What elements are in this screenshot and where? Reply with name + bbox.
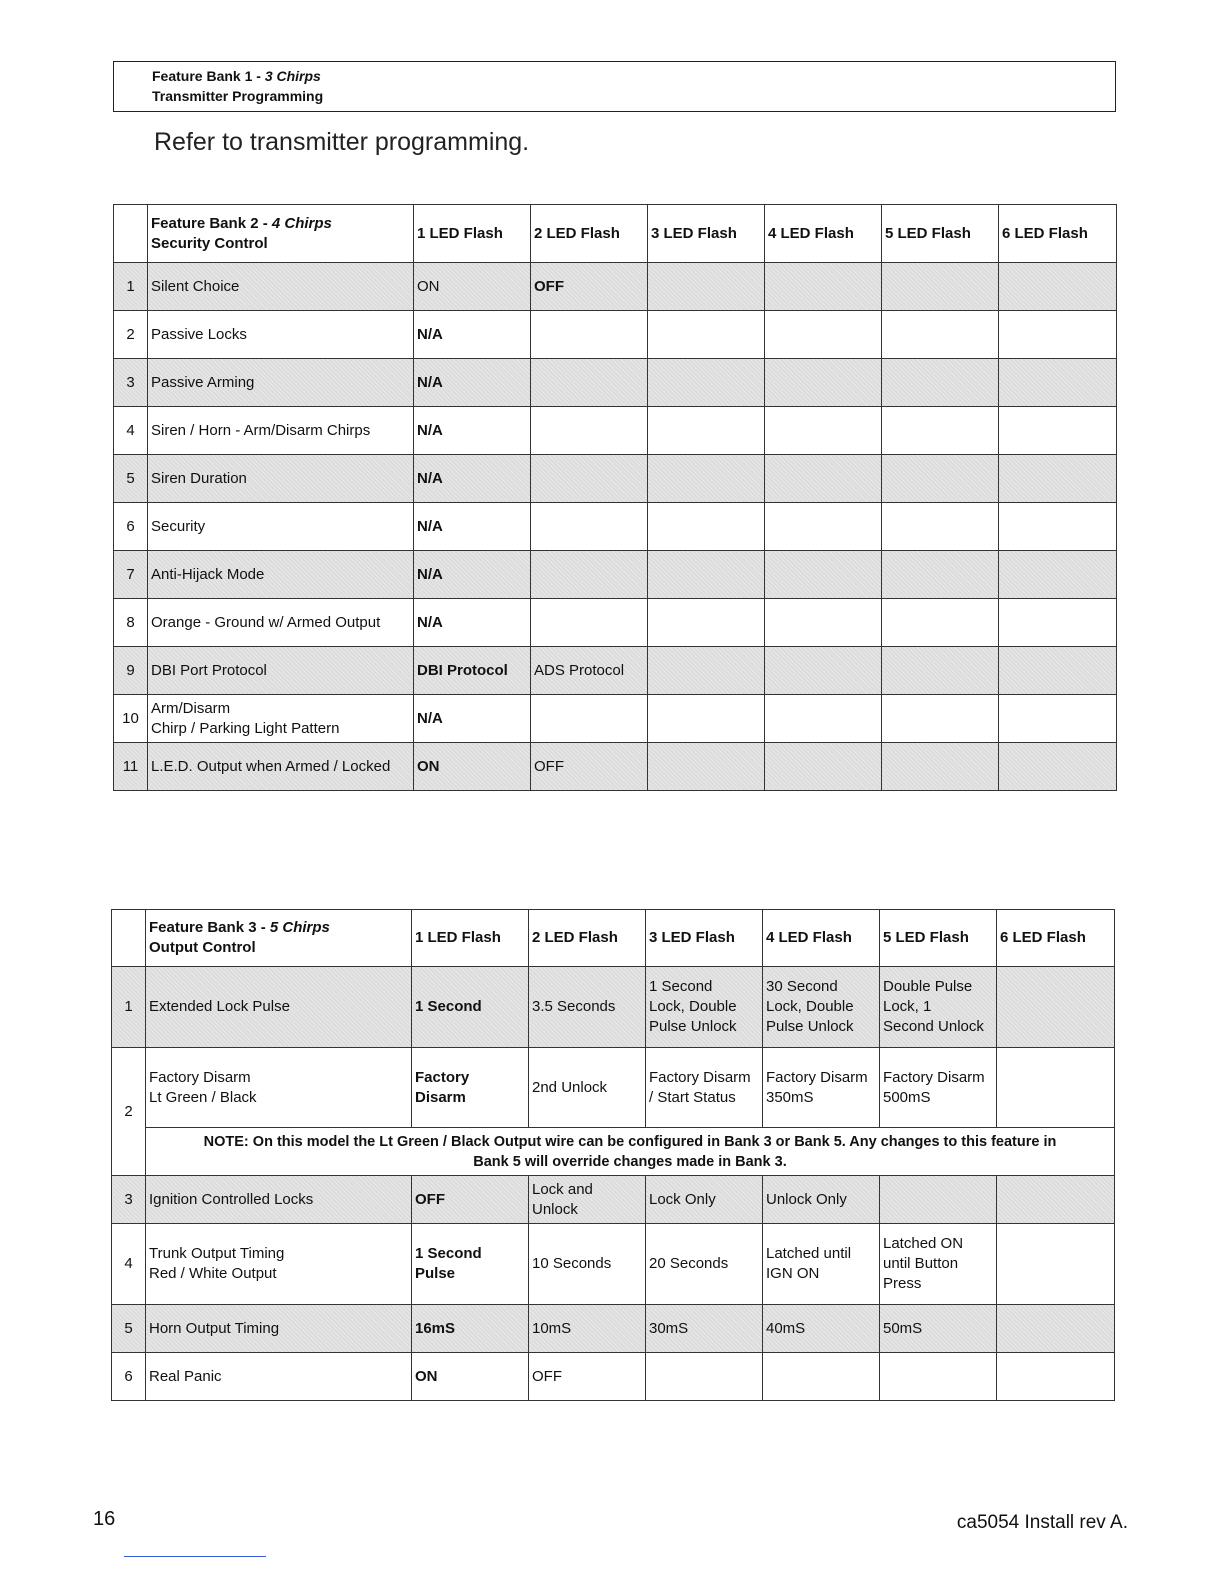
option-cell: 30mS <box>646 1305 763 1353</box>
option-cell <box>997 1176 1115 1224</box>
option-cell <box>648 695 765 743</box>
option-cell: Factory Disarm / Start Status <box>646 1048 763 1128</box>
bank3-header-row <box>112 910 1115 967</box>
option-cell <box>646 1353 763 1401</box>
table-row <box>114 407 1117 455</box>
option-cell <box>999 647 1117 695</box>
feature-name: Passive Arming <box>148 359 414 407</box>
table-row <box>114 359 1117 407</box>
feature-name: Factory Disarm Lt Green / Black <box>146 1048 412 1128</box>
option-cell <box>999 599 1117 647</box>
option-cell <box>765 455 882 503</box>
row-number: 4 <box>114 407 148 455</box>
option-cell: Factory Disarm 500mS <box>880 1048 997 1128</box>
option-cell: Lock and Unlock <box>529 1176 646 1224</box>
table-row <box>114 599 1117 647</box>
option-cell <box>765 743 882 791</box>
option-cell <box>765 647 882 695</box>
header-num-cell <box>114 205 148 263</box>
feature-name: Real Panic <box>146 1353 412 1401</box>
option-cell: 10mS <box>529 1305 646 1353</box>
option-cell <box>765 359 882 407</box>
feature-name: DBI Port Protocol <box>148 647 414 695</box>
option-cell <box>999 695 1117 743</box>
option-cell: N/A <box>414 695 531 743</box>
option-cell <box>999 359 1117 407</box>
option-cell: 1 Second Pulse <box>412 1224 529 1305</box>
option-cell <box>999 263 1117 311</box>
row-number: 6 <box>112 1353 146 1401</box>
feature-name: Siren Duration <box>148 455 414 503</box>
option-cell <box>648 263 765 311</box>
option-cell <box>531 599 648 647</box>
option-cell: Double Pulse Lock, 1 Second Unlock <box>880 967 997 1048</box>
col-header: 5 LED Flash <box>882 205 999 263</box>
option-cell <box>880 1176 997 1224</box>
option-cell: 1 Second Lock, Double Pulse Unlock <box>646 967 763 1048</box>
row-number: 8 <box>114 599 148 647</box>
option-cell <box>648 647 765 695</box>
col-header: 4 LED Flash <box>765 205 882 263</box>
option-cell <box>765 407 882 455</box>
option-cell <box>997 967 1115 1048</box>
option-cell: 3.5 Seconds <box>529 967 646 1048</box>
option-cell: Factory Disarm 350mS <box>763 1048 880 1128</box>
row-number: 5 <box>112 1305 146 1353</box>
option-cell: N/A <box>414 551 531 599</box>
option-cell <box>999 551 1117 599</box>
option-cell: N/A <box>414 503 531 551</box>
option-cell: DBI Protocol <box>414 647 531 695</box>
option-cell: 50mS <box>880 1305 997 1353</box>
option-cell <box>648 503 765 551</box>
option-cell <box>531 551 648 599</box>
bank2-header-row <box>114 205 1117 263</box>
option-cell <box>997 1353 1115 1401</box>
table-row <box>114 503 1117 551</box>
bank1-title: Feature Bank 1 - 3 Chirps <box>152 68 321 84</box>
col-header: 1 LED Flash <box>412 910 529 967</box>
table-row <box>112 1176 1115 1224</box>
row-number: 11 <box>114 743 148 791</box>
header-num-cell <box>112 910 146 967</box>
option-cell <box>882 455 999 503</box>
option-cell: ON <box>414 263 531 311</box>
option-cell <box>531 407 648 455</box>
option-cell <box>531 455 648 503</box>
option-cell <box>765 311 882 359</box>
row-number: 6 <box>114 503 148 551</box>
option-cell: 16mS <box>412 1305 529 1353</box>
feature-name: L.E.D. Output when Armed / Locked <box>148 743 414 791</box>
row-number: 3 <box>114 359 148 407</box>
table-row <box>114 743 1117 791</box>
row-number: 1 <box>112 967 146 1048</box>
option-cell <box>999 311 1117 359</box>
col-header: 1 LED Flash <box>414 205 531 263</box>
option-cell <box>531 503 648 551</box>
option-cell <box>882 551 999 599</box>
option-cell <box>648 743 765 791</box>
option-cell: 20 Seconds <box>646 1224 763 1305</box>
feature-name: Ignition Controlled Locks <box>146 1176 412 1224</box>
option-cell <box>765 551 882 599</box>
col-header: 3 LED Flash <box>648 205 765 263</box>
option-cell: Unlock Only <box>763 1176 880 1224</box>
refer-text: Refer to transmitter programming. <box>154 128 530 156</box>
option-cell: OFF <box>531 263 648 311</box>
option-cell: 30 Second Lock, Double Pulse Unlock <box>763 967 880 1048</box>
option-cell <box>882 695 999 743</box>
feature-name: Anti-Hijack Mode <box>148 551 414 599</box>
table-row <box>114 311 1117 359</box>
option-cell <box>999 743 1117 791</box>
option-cell: 2nd Unlock <box>529 1048 646 1128</box>
option-cell <box>763 1353 880 1401</box>
feature-name: Security <box>148 503 414 551</box>
option-cell <box>999 407 1117 455</box>
feature-bank-2-table <box>113 204 1117 791</box>
option-cell <box>648 311 765 359</box>
row-number: 9 <box>114 647 148 695</box>
row-number: 10 <box>114 695 148 743</box>
option-cell <box>648 455 765 503</box>
option-cell: N/A <box>414 311 531 359</box>
col-header: 2 LED Flash <box>529 910 646 967</box>
feature-name: Arm/Disarm Chirp / Parking Light Pattern <box>148 695 414 743</box>
option-cell <box>531 311 648 359</box>
option-cell: Latched until IGN ON <box>763 1224 880 1305</box>
option-cell <box>882 599 999 647</box>
option-cell: ADS Protocol <box>531 647 648 695</box>
footer-divider <box>124 1556 266 1557</box>
table-row <box>114 695 1117 743</box>
option-cell <box>648 407 765 455</box>
bank3-header-title: Feature Bank 3 - 5 Chirps Output Control <box>146 910 412 967</box>
option-cell: Lock Only <box>646 1176 763 1224</box>
row-number: 1 <box>114 263 148 311</box>
option-cell <box>999 455 1117 503</box>
table-row <box>112 1305 1115 1353</box>
option-cell <box>531 359 648 407</box>
row-number: 5 <box>114 455 148 503</box>
option-cell: Factory Disarm <box>412 1048 529 1128</box>
option-cell <box>882 359 999 407</box>
feature-bank-3-table <box>111 909 1115 1401</box>
option-cell: N/A <box>414 359 531 407</box>
option-cell <box>997 1224 1115 1305</box>
option-cell <box>765 599 882 647</box>
col-header: 2 LED Flash <box>531 205 648 263</box>
table-row <box>112 967 1115 1048</box>
feature-name: Trunk Output Timing Red / White Output <box>146 1224 412 1305</box>
option-cell: ON <box>412 1353 529 1401</box>
col-header: 6 LED Flash <box>999 205 1117 263</box>
col-header: 3 LED Flash <box>646 910 763 967</box>
option-cell <box>880 1353 997 1401</box>
document-id: ca5054 Install rev A. <box>956 1512 1128 1533</box>
option-cell: 10 Seconds <box>529 1224 646 1305</box>
option-cell: Latched ON until Button Press <box>880 1224 997 1305</box>
feature-name: Orange - Ground w/ Armed Output <box>148 599 414 647</box>
table-row <box>114 455 1117 503</box>
table-row <box>112 1048 1115 1128</box>
option-cell <box>882 311 999 359</box>
bank2-header-title: Feature Bank 2 - 4 Chirps Security Control <box>148 205 414 263</box>
table-row <box>114 551 1117 599</box>
option-cell <box>999 503 1117 551</box>
table-row <box>114 647 1117 695</box>
option-cell <box>882 263 999 311</box>
option-cell <box>765 695 882 743</box>
feature-name: Siren / Horn - Arm/Disarm Chirps <box>148 407 414 455</box>
table-row <box>112 1353 1115 1401</box>
row-number: 7 <box>114 551 148 599</box>
page-number: 16 <box>93 1508 116 1530</box>
note-text: NOTE: On this model the Lt Green / Black Output wire can be configured in Bank 3 or Bank 5. Any changes to this feature in Bank 5 will override changes made in Bank 3. <box>146 1128 1115 1176</box>
col-header: 5 LED Flash <box>880 910 997 967</box>
option-cell: 1 Second <box>412 967 529 1048</box>
row-number: 2 <box>112 1048 146 1176</box>
note-row <box>112 1128 1115 1176</box>
row-number: 4 <box>112 1224 146 1305</box>
option-cell: N/A <box>414 455 531 503</box>
feature-name: Silent Choice <box>148 263 414 311</box>
feature-bank-1-box <box>113 61 1116 112</box>
option-cell: N/A <box>414 599 531 647</box>
row-number: 3 <box>112 1176 146 1224</box>
option-cell: N/A <box>414 407 531 455</box>
col-header: 6 LED Flash <box>997 910 1115 967</box>
option-cell: OFF <box>529 1353 646 1401</box>
option-cell: ON <box>414 743 531 791</box>
option-cell: OFF <box>412 1176 529 1224</box>
option-cell: 40mS <box>763 1305 880 1353</box>
option-cell <box>882 743 999 791</box>
bank1-subtitle: Transmitter Programming <box>152 88 324 104</box>
option-cell <box>765 503 882 551</box>
table-row <box>112 1224 1115 1305</box>
table-row <box>114 263 1117 311</box>
option-cell <box>765 263 882 311</box>
feature-name: Extended Lock Pulse <box>146 967 412 1048</box>
feature-name: Passive Locks <box>148 311 414 359</box>
option-cell <box>997 1305 1115 1353</box>
option-cell <box>882 647 999 695</box>
option-cell <box>648 599 765 647</box>
option-cell <box>997 1048 1115 1128</box>
option-cell <box>648 359 765 407</box>
option-cell <box>648 551 765 599</box>
feature-name: Horn Output Timing <box>146 1305 412 1353</box>
col-header: 4 LED Flash <box>763 910 880 967</box>
option-cell <box>531 695 648 743</box>
option-cell <box>882 407 999 455</box>
option-cell <box>882 503 999 551</box>
option-cell: OFF <box>531 743 648 791</box>
row-number: 2 <box>114 311 148 359</box>
